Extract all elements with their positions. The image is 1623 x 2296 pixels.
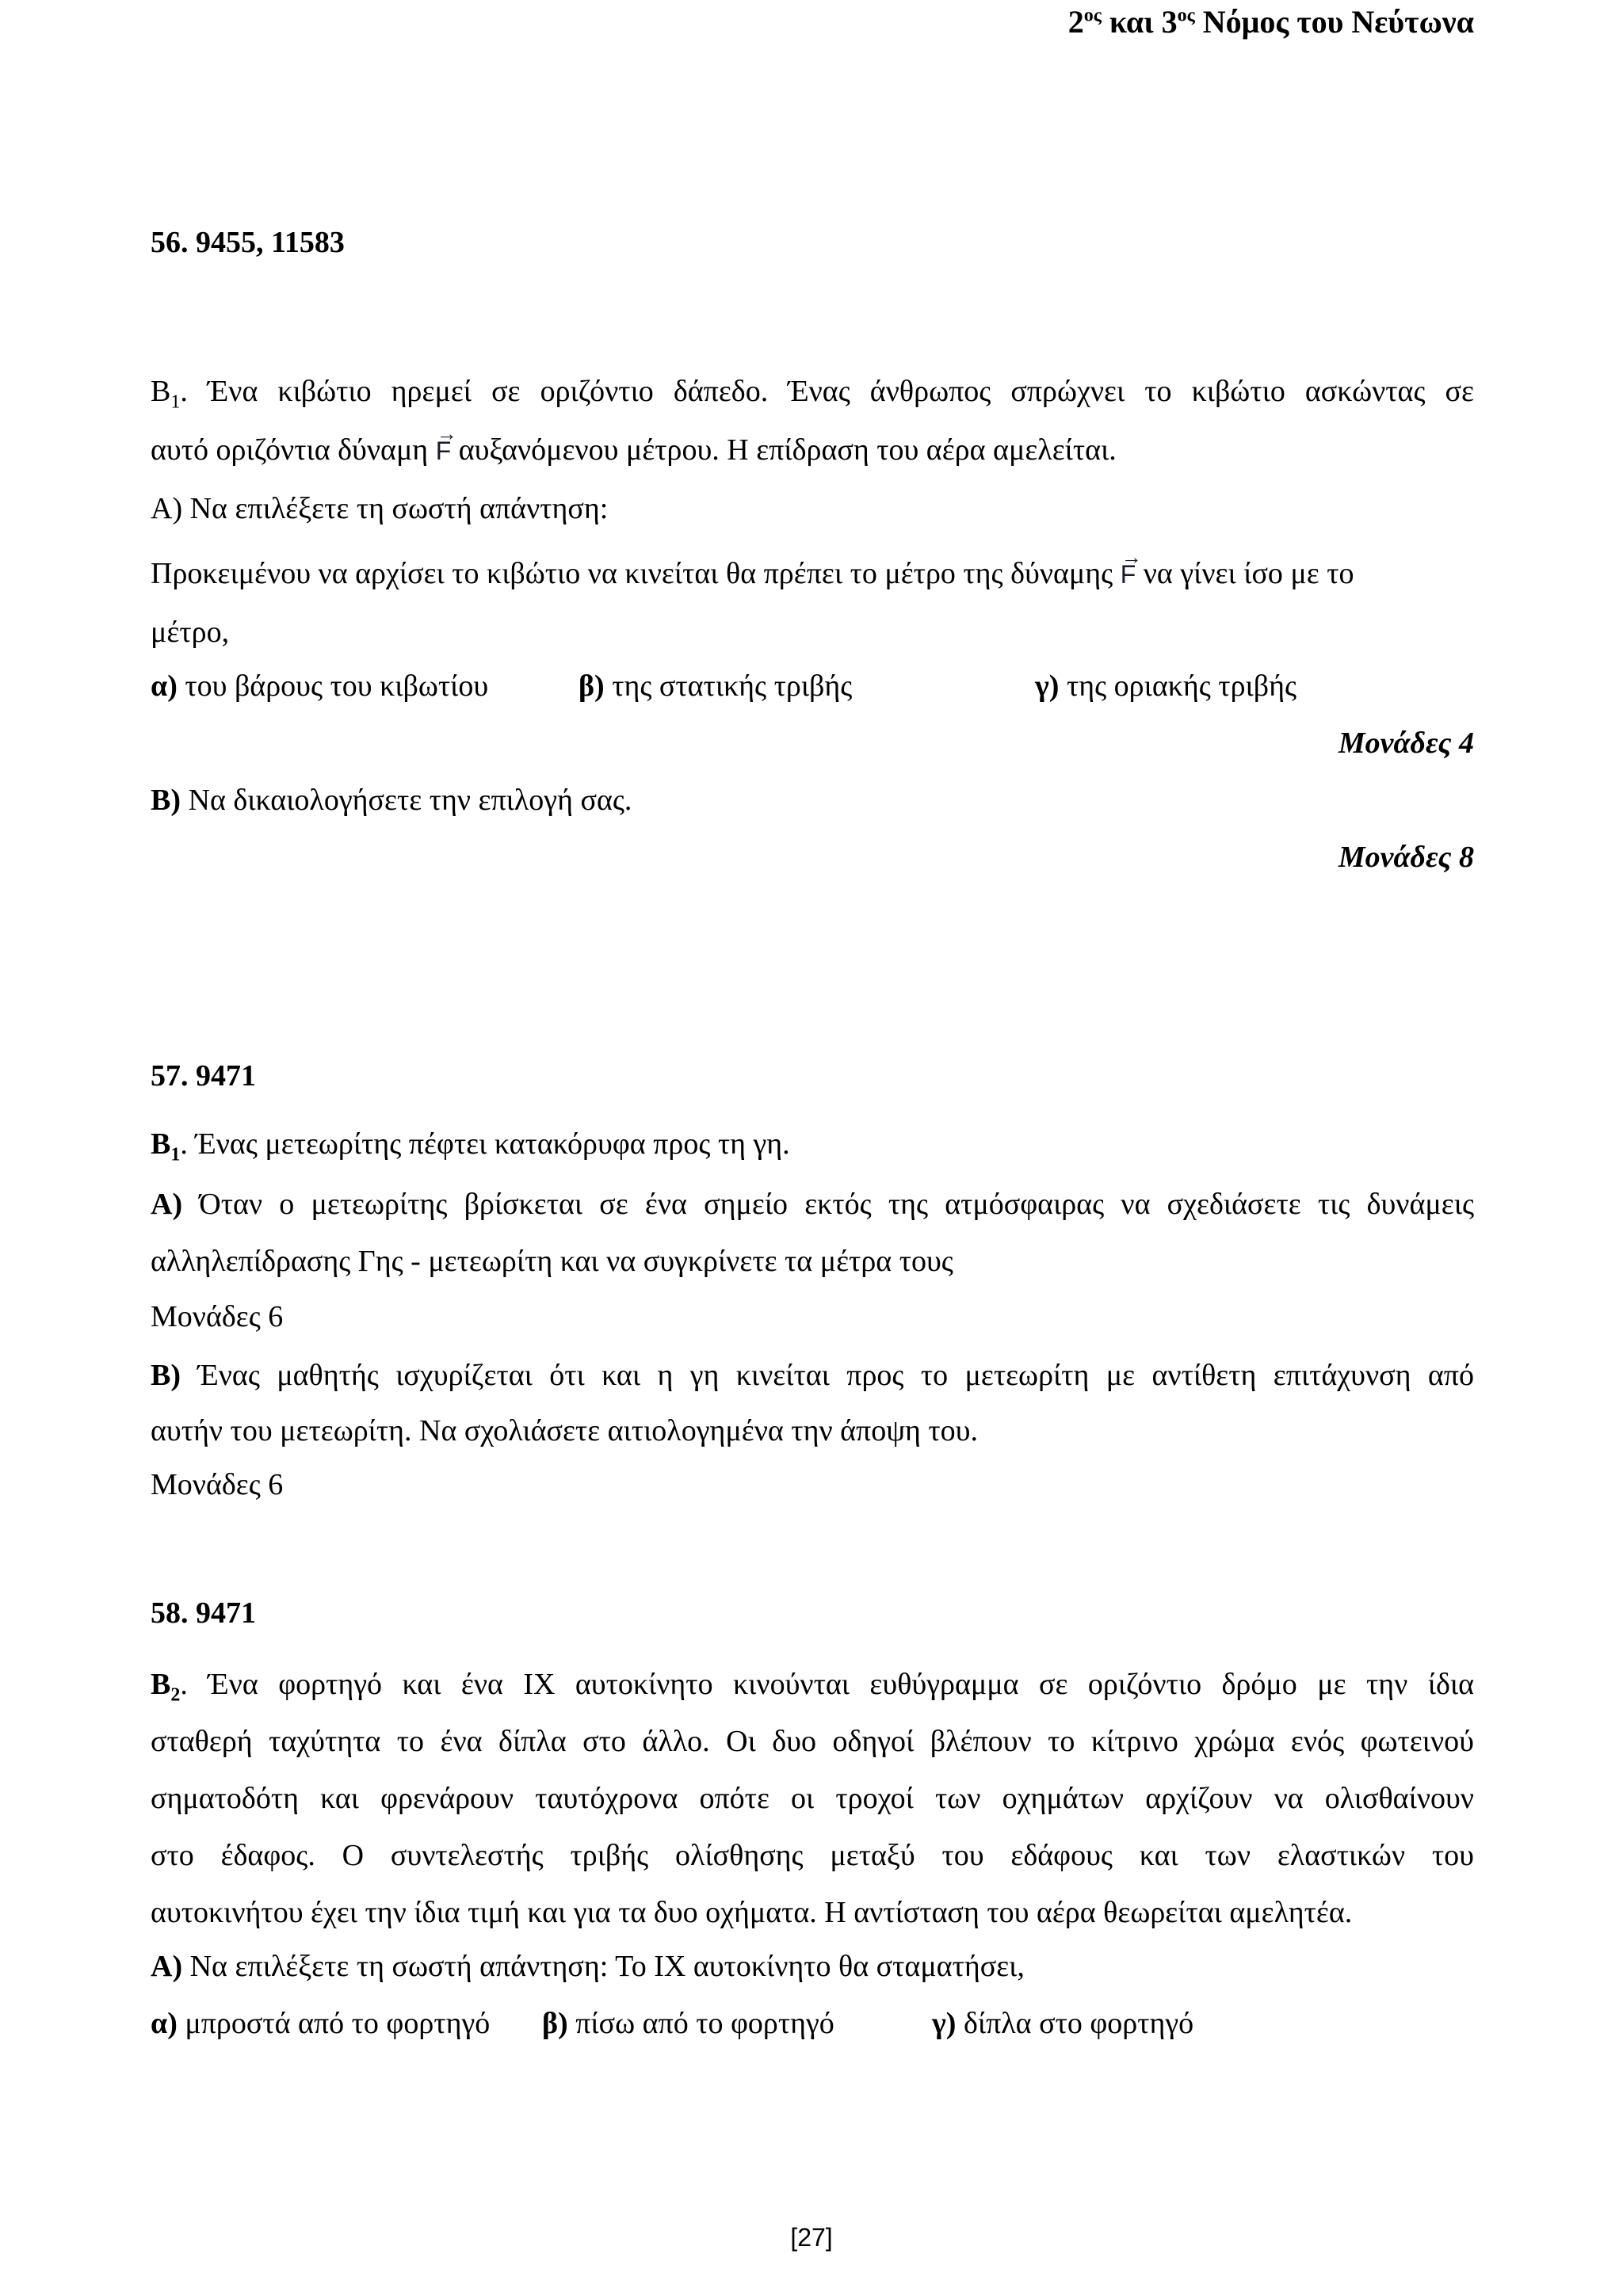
q58-option-b	[542, 2006, 834, 2041]
q58-option-b-text: πίσω από το φορτηγό	[567, 2007, 834, 2040]
q56-option-a-text: του βάρους του κιβωτίου	[177, 669, 489, 703]
q57-line-1	[151, 1127, 790, 1166]
q58-line-1	[151, 1664, 1474, 1716]
q58-line-4: στο έδαφος. Ο συντελεστής τριβής ολίσθησης μεταξύ του εδάφους και των ελαστικών του	[151, 1839, 1474, 1872]
q56-line-3: Α) Να επιλέξετε τη σωστή απάντηση:	[151, 492, 609, 525]
q57-b-label: Β	[151, 1127, 171, 1161]
q56-marks-2: Μονάδες 8	[1338, 841, 1474, 874]
q56-option-b-label: β)	[579, 669, 605, 703]
q56-b-sub: 1	[170, 391, 181, 413]
q58-part-a	[151, 1949, 1025, 1984]
q56-option-a	[151, 669, 488, 704]
q57-a-line-1	[151, 1184, 1474, 1225]
q58-option-a-text: μπροστά από το φορτηγό	[177, 2007, 491, 2040]
header-text-2: και 3	[1101, 4, 1178, 40]
header-text-3: Νόμος του Νεύτωνα	[1194, 4, 1474, 40]
q56-line-4a: Προκειμένου να αρχίσει το κιβώτιο να κινείται θα πρέπει το μέτρο της δύναμης	[151, 557, 1121, 590]
header-sup-2: ος	[1177, 5, 1195, 26]
q57-line-1-text: . Ένας μετεωρίτης πέφτει κατακόρυφα προς τη γη.	[180, 1127, 790, 1161]
question-56-number: 56. 9455, 11583	[151, 226, 345, 259]
q58-option-c-text: δίπλα στο φορτηγό	[956, 2007, 1194, 2040]
q56-line-2b: αυξανόμενου μέτρου. Η επίδραση του αέρα αμελείται.	[451, 433, 1117, 467]
q57-a-line-1-text: Όταν ο μετεωρίτης βρίσκεται σε ένα σημείο εκτός της ατμόσφαιρας να σχεδιάσετε τις δυνάμεις	[182, 1188, 1474, 1221]
q57-b2-label: Β)	[151, 1359, 181, 1392]
page-number: [27]	[790, 2223, 833, 2252]
q56-line-4b: να γίνει ίσο με το	[1136, 557, 1354, 590]
q58-line-3: σηματοδότη και φρενάρουν ταυτόχρονα οπότε οι τροχοί των οχημάτων αρχίζουν να ολισθαίνουν	[151, 1782, 1474, 1815]
q58-line-2: σταθερή ταχύτητα το ένα δίπλα στο άλλο. Οι δυο οδηγοί βλέπουν το κίτρινο χρώμα ενός φωτεινού	[151, 1725, 1474, 1758]
q56-part-b-label: Β)	[151, 784, 181, 817]
q58-option-a-label: α)	[151, 2007, 178, 2040]
question-57-number: 57. 9471	[151, 1059, 256, 1093]
q56-part-b	[151, 783, 632, 818]
q58-line-5: αυτοκινήτου έχει την ίδια τιμή και για τα δυο οχήματα. Η αντίσταση του αέρα θεωρείται αμελητέα.	[151, 1896, 1353, 1929]
q58-a-text: Να επιλέξετε τη σωστή απάντηση: Το ΙΧ αυτοκίνητο θα σταματήσει,	[182, 1950, 1025, 1983]
page-header	[1068, 3, 1474, 40]
q58-option-a	[151, 2006, 490, 2041]
q56-option-c-label: γ)	[1035, 669, 1060, 703]
q56-line-5: μέτρο,	[151, 616, 230, 649]
q56-line-2	[151, 429, 1474, 471]
q56-line-2a: αυτό οριζόντια δύναμη	[151, 433, 436, 467]
q56-option-b-text: της στατικής τριβής	[604, 669, 853, 703]
q57-a-label: Α)	[151, 1188, 183, 1221]
q56-option-c	[1035, 669, 1296, 704]
force-vector-symbol-2: → F	[1121, 554, 1136, 595]
q57-b-line-2: αυτήν του μετεωρίτη. Να σχολιάσετε αιτιολογημένα την άποψη του.	[151, 1414, 978, 1447]
q58-b-sub: 2	[170, 1684, 181, 1706]
q57-marks-1: Μονάδες 6	[151, 1300, 284, 1333]
q57-b-line-1-text: Ένας μαθητής ισχυρίζεται ότι και η γη κινείται προς το μετεωρίτη με αντίθετη επιτάχυνση από	[181, 1359, 1474, 1392]
q56-part-b-text: Να δικαιολογήσετε την επιλογή σας.	[181, 784, 632, 817]
q57-b-sub: 1	[170, 1144, 181, 1165]
question-58-number: 58. 9471	[151, 1596, 256, 1630]
q56-line-1-text: . Ένα κιβώτιο ηρεμεί σε οριζόντιο δάπεδο. Ένας άνθρωπος σπρώχνει το κιβώτιο ασκώντας σε	[180, 375, 1474, 408]
q58-line-1-text: . Ένα φορτηγό και ένα ΙΧ αυτοκίνητο κινούνται ευθύγραμμα σε οριζόντιο δρόμο με την ίδια	[180, 1668, 1474, 1701]
header-text-1: 2	[1067, 4, 1084, 40]
q57-a-line-2: αλληλεπίδρασης Γης - μετεωρίτη και να συγκρίνετε τα μέτρα τους	[151, 1245, 953, 1278]
q56-marks-1: Μονάδες 4	[1338, 727, 1474, 760]
q56-line-1	[151, 371, 1474, 423]
q56-option-a-label: α)	[151, 669, 178, 703]
q57-marks-2: Μονάδες 6	[151, 1468, 284, 1501]
q56-option-b	[579, 669, 852, 704]
q58-a-label: Α)	[151, 1950, 183, 1983]
q56-option-c-text: της οριακής τριβής	[1059, 669, 1297, 703]
q58-b-label: Β	[151, 1668, 171, 1701]
q57-b-line-1	[151, 1355, 1474, 1396]
q58-option-c	[932, 2006, 1193, 2041]
q58-option-b-label: β)	[542, 2007, 568, 2040]
q58-option-c-label: γ)	[932, 2007, 957, 2040]
force-vector-symbol: → F	[436, 430, 452, 471]
header-sup-1: ος	[1083, 5, 1102, 26]
q56-line-4	[151, 553, 1474, 595]
q56-b-label: Β	[151, 375, 171, 408]
